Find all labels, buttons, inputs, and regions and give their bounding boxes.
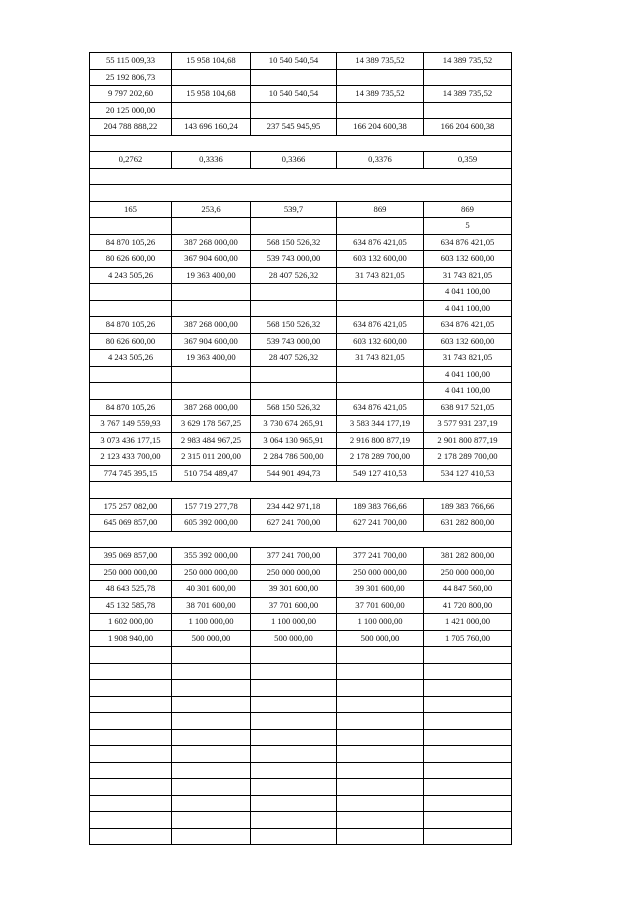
- table-cell: 2 916 800 877,19: [337, 432, 424, 449]
- table-cell: [172, 729, 251, 746]
- table-cell: 627 241 700,00: [251, 515, 337, 532]
- table-cell: [90, 746, 172, 763]
- table-cell: [337, 218, 424, 235]
- separator-cell: [90, 482, 512, 499]
- table-cell: 377 241 700,00: [251, 548, 337, 565]
- table-row: [90, 482, 512, 499]
- table-cell: [424, 779, 512, 796]
- table-cell: [337, 284, 424, 301]
- table-row: [90, 416, 512, 433]
- table-cell: [90, 729, 172, 746]
- table-row: [90, 630, 512, 647]
- table-cell: 166 204 600,38: [424, 119, 512, 136]
- table-row: [90, 119, 512, 136]
- table-cell: [337, 102, 424, 119]
- table-cell: [251, 366, 337, 383]
- table-cell: 2 284 786 500,00: [251, 449, 337, 466]
- table-row: [90, 366, 512, 383]
- table-cell: [251, 779, 337, 796]
- table-cell: 2 983 484 967,25: [172, 432, 251, 449]
- table-cell: 869: [424, 201, 512, 218]
- table-cell: [424, 828, 512, 845]
- table-cell: [172, 647, 251, 664]
- table-cell: [251, 69, 337, 86]
- table-cell: [172, 366, 251, 383]
- table-cell: 44 847 560,00: [424, 581, 512, 598]
- table-row: [90, 102, 512, 119]
- table-cell: [424, 795, 512, 812]
- table-cell: [424, 713, 512, 730]
- table-row: [90, 812, 512, 829]
- table-cell: 4 041 100,00: [424, 366, 512, 383]
- table-cell: [251, 300, 337, 317]
- table-cell: [337, 746, 424, 763]
- table-cell: [90, 762, 172, 779]
- table-cell: [90, 218, 172, 235]
- table-row: [90, 515, 512, 532]
- table-cell: [90, 696, 172, 713]
- table-row: [90, 383, 512, 400]
- table-cell: [424, 69, 512, 86]
- table-cell: 15 958 104,68: [172, 53, 251, 70]
- table-cell: 14 389 735,52: [424, 53, 512, 70]
- table-cell: [172, 828, 251, 845]
- table-cell: [251, 218, 337, 235]
- table-cell: 250 000 000,00: [337, 564, 424, 581]
- table-cell: 3 629 178 567,25: [172, 416, 251, 433]
- table-cell: 250 000 000,00: [90, 564, 172, 581]
- table-cell: 28 407 526,32: [251, 350, 337, 367]
- table-cell: 510 754 489,47: [172, 465, 251, 482]
- table-cell: [90, 663, 172, 680]
- table-cell: 165: [90, 201, 172, 218]
- table-cell: 4 041 100,00: [424, 300, 512, 317]
- table-cell: 544 901 494,73: [251, 465, 337, 482]
- table-row: [90, 152, 512, 169]
- table-row: [90, 432, 512, 449]
- table-row: [90, 333, 512, 350]
- table-cell: [251, 729, 337, 746]
- table-row: [90, 696, 512, 713]
- table-cell: [251, 102, 337, 119]
- table-cell: 28 407 526,32: [251, 267, 337, 284]
- table-cell: 31 743 821,05: [337, 350, 424, 367]
- table-cell: [90, 828, 172, 845]
- table-cell: 1 100 000,00: [172, 614, 251, 631]
- table-cell: [251, 680, 337, 697]
- table-row: [90, 201, 512, 218]
- table-cell: 3 064 130 965,91: [251, 432, 337, 449]
- table-cell: 4 041 100,00: [424, 284, 512, 301]
- table-row: [90, 713, 512, 730]
- table-row: [90, 399, 512, 416]
- table-cell: 234 442 971,18: [251, 498, 337, 515]
- table-cell: 3 577 931 237,19: [424, 416, 512, 433]
- table-cell: [90, 812, 172, 829]
- table-cell: 3 583 344 177,19: [337, 416, 424, 433]
- table-cell: 84 870 105,26: [90, 399, 172, 416]
- table-cell: [172, 383, 251, 400]
- table-cell: [172, 696, 251, 713]
- table-cell: 549 127 410,53: [337, 465, 424, 482]
- table-cell: 500 000,00: [337, 630, 424, 647]
- table-cell: [90, 366, 172, 383]
- table-cell: 19 363 400,00: [172, 350, 251, 367]
- table-row: [90, 135, 512, 152]
- table-cell: 3 767 149 559,93: [90, 416, 172, 433]
- table-cell: [337, 663, 424, 680]
- table-cell: 250 000 000,00: [172, 564, 251, 581]
- table-cell: [172, 69, 251, 86]
- table-cell: 634 876 421,05: [337, 399, 424, 416]
- table-cell: [337, 729, 424, 746]
- table-cell: 40 301 600,00: [172, 581, 251, 598]
- table-row: [90, 251, 512, 268]
- table-cell: 387 268 000,00: [172, 234, 251, 251]
- table-row: [90, 663, 512, 680]
- table-cell: [90, 779, 172, 796]
- table-cell: [424, 729, 512, 746]
- table-cell: 80 626 600,00: [90, 251, 172, 268]
- table-cell: [424, 812, 512, 829]
- data-table: [89, 52, 512, 845]
- table-row: [90, 762, 512, 779]
- table-cell: [251, 713, 337, 730]
- table-cell: 14 389 735,52: [337, 86, 424, 103]
- table-cell: 500 000,00: [172, 630, 251, 647]
- table-cell: [337, 828, 424, 845]
- table-cell: [337, 647, 424, 664]
- table-cell: [172, 762, 251, 779]
- table-cell: 84 870 105,26: [90, 234, 172, 251]
- table-cell: [172, 218, 251, 235]
- table-cell: 37 701 600,00: [337, 597, 424, 614]
- table-cell: 10 540 540,54: [251, 86, 337, 103]
- table-cell: 603 132 600,00: [337, 333, 424, 350]
- table-row: [90, 531, 512, 548]
- table-row: [90, 729, 512, 746]
- table-cell: 175 257 082,00: [90, 498, 172, 515]
- table-row: [90, 234, 512, 251]
- table-cell: [251, 647, 337, 664]
- table-cell: 250 000 000,00: [251, 564, 337, 581]
- table-cell: 603 132 600,00: [337, 251, 424, 268]
- table-cell: 2 315 011 200,00: [172, 449, 251, 466]
- table-cell: [90, 680, 172, 697]
- table-cell: 20 125 000,00: [90, 102, 172, 119]
- table-cell: [251, 795, 337, 812]
- table-cell: 189 383 766,66: [424, 498, 512, 515]
- table-cell: 1 908 940,00: [90, 630, 172, 647]
- table-cell: 603 132 600,00: [424, 251, 512, 268]
- table-cell: [251, 383, 337, 400]
- table-cell: 2 178 289 700,00: [337, 449, 424, 466]
- table-cell: 39 301 600,00: [251, 581, 337, 598]
- table-cell: 500 000,00: [251, 630, 337, 647]
- table-cell: 395 069 857,00: [90, 548, 172, 565]
- table-cell: [337, 69, 424, 86]
- table-cell: [424, 680, 512, 697]
- table-row: [90, 614, 512, 631]
- table-cell: 355 392 000,00: [172, 548, 251, 565]
- table-row: [90, 53, 512, 70]
- table-cell: 204 788 888,22: [90, 119, 172, 136]
- table-row: [90, 548, 512, 565]
- table-cell: 14 389 735,52: [337, 53, 424, 70]
- table-cell: 84 870 105,26: [90, 317, 172, 334]
- table-cell: 774 745 395,15: [90, 465, 172, 482]
- table-cell: [90, 795, 172, 812]
- table-cell: 10 540 540,54: [251, 53, 337, 70]
- table-cell: [172, 713, 251, 730]
- table-row: [90, 69, 512, 86]
- table-cell: 387 268 000,00: [172, 317, 251, 334]
- table-cell: 166 204 600,38: [337, 119, 424, 136]
- table-row: [90, 746, 512, 763]
- table-row: [90, 581, 512, 598]
- table-cell: [172, 680, 251, 697]
- table-cell: 2 178 289 700,00: [424, 449, 512, 466]
- table-row: [90, 795, 512, 812]
- table-cell: 4 243 505,26: [90, 267, 172, 284]
- table-cell: 0,359: [424, 152, 512, 169]
- table-cell: [90, 647, 172, 664]
- table-cell: 568 150 526,32: [251, 234, 337, 251]
- table-cell: 0,3336: [172, 152, 251, 169]
- table-cell: [337, 795, 424, 812]
- table-row: [90, 350, 512, 367]
- table-cell: [337, 696, 424, 713]
- table-cell: 631 282 800,00: [424, 515, 512, 532]
- table-cell: [424, 102, 512, 119]
- table-row: [90, 564, 512, 581]
- table-cell: 869: [337, 201, 424, 218]
- table-cell: 80 626 600,00: [90, 333, 172, 350]
- table-cell: 603 132 600,00: [424, 333, 512, 350]
- table-row: [90, 185, 512, 202]
- table-body: [90, 53, 512, 845]
- table-cell: 568 150 526,32: [251, 317, 337, 334]
- separator-cell: [90, 168, 512, 185]
- table-row: [90, 779, 512, 796]
- table-row: [90, 267, 512, 284]
- table-cell: 539,7: [251, 201, 337, 218]
- table-cell: 14 389 735,52: [424, 86, 512, 103]
- table-row: [90, 449, 512, 466]
- table-cell: 143 696 160,24: [172, 119, 251, 136]
- table-cell: 0,2762: [90, 152, 172, 169]
- table-cell: 48 643 525,78: [90, 581, 172, 598]
- table-cell: 41 720 800,00: [424, 597, 512, 614]
- table-cell: [337, 366, 424, 383]
- table-cell: 1 100 000,00: [337, 614, 424, 631]
- table-cell: 605 392 000,00: [172, 515, 251, 532]
- table-cell: [172, 812, 251, 829]
- table-cell: 627 241 700,00: [337, 515, 424, 532]
- table-cell: 31 743 821,05: [337, 267, 424, 284]
- table-cell: [424, 762, 512, 779]
- table-cell: 4 243 505,26: [90, 350, 172, 367]
- table-cell: [90, 300, 172, 317]
- table-cell: 1 705 760,00: [424, 630, 512, 647]
- table-cell: 638 917 521,05: [424, 399, 512, 416]
- table-cell: 55 115 009,33: [90, 53, 172, 70]
- table-cell: 5: [424, 218, 512, 235]
- table-cell: 3 073 436 177,15: [90, 432, 172, 449]
- table-cell: [251, 746, 337, 763]
- table-cell: 0,3376: [337, 152, 424, 169]
- table-cell: 0,3366: [251, 152, 337, 169]
- table-row: [90, 828, 512, 845]
- table-cell: [90, 284, 172, 301]
- table-cell: [337, 762, 424, 779]
- table-cell: 367 904 600,00: [172, 251, 251, 268]
- table-cell: 387 268 000,00: [172, 399, 251, 416]
- table-cell: [251, 696, 337, 713]
- table-cell: [424, 647, 512, 664]
- table-cell: 539 743 000,00: [251, 251, 337, 268]
- table-cell: 367 904 600,00: [172, 333, 251, 350]
- table-row: [90, 218, 512, 235]
- table-cell: 45 132 585,78: [90, 597, 172, 614]
- table-cell: [337, 812, 424, 829]
- table-cell: 237 545 945,95: [251, 119, 337, 136]
- table-cell: [424, 746, 512, 763]
- table-cell: 37 701 600,00: [251, 597, 337, 614]
- table-cell: 189 383 766,66: [337, 498, 424, 515]
- table-cell: 31 743 821,05: [424, 350, 512, 367]
- table-row: [90, 317, 512, 334]
- table-cell: 2 901 800 877,19: [424, 432, 512, 449]
- table-cell: 634 876 421,05: [337, 317, 424, 334]
- table-row: [90, 284, 512, 301]
- table-cell: 377 241 700,00: [337, 548, 424, 565]
- table-cell: 2 123 433 700,00: [90, 449, 172, 466]
- table-cell: 157 719 277,78: [172, 498, 251, 515]
- table-cell: 539 743 000,00: [251, 333, 337, 350]
- table-row: [90, 300, 512, 317]
- separator-cell: [90, 135, 512, 152]
- table-cell: [424, 663, 512, 680]
- table-cell: 9 797 202,60: [90, 86, 172, 103]
- table-cell: 38 701 600,00: [172, 597, 251, 614]
- table-cell: 634 876 421,05: [337, 234, 424, 251]
- table-cell: [337, 300, 424, 317]
- table-row: [90, 647, 512, 664]
- table-row: [90, 168, 512, 185]
- separator-cell: [90, 531, 512, 548]
- table-cell: 253,6: [172, 201, 251, 218]
- table-cell: [337, 680, 424, 697]
- table-cell: 568 150 526,32: [251, 399, 337, 416]
- table-cell: [90, 383, 172, 400]
- table-cell: [172, 663, 251, 680]
- table-cell: 1 602 000,00: [90, 614, 172, 631]
- table-cell: 19 363 400,00: [172, 267, 251, 284]
- table-row: [90, 465, 512, 482]
- table-cell: 25 192 806,73: [90, 69, 172, 86]
- table-row: [90, 680, 512, 697]
- table-cell: [172, 746, 251, 763]
- table-cell: 1 421 000,00: [424, 614, 512, 631]
- table-cell: [172, 300, 251, 317]
- table-cell: 250 000 000,00: [424, 564, 512, 581]
- table-cell: 645 069 857,00: [90, 515, 172, 532]
- table-cell: [424, 696, 512, 713]
- separator-cell: [90, 185, 512, 202]
- table-cell: 1 100 000,00: [251, 614, 337, 631]
- table-cell: [337, 713, 424, 730]
- table-row: [90, 86, 512, 103]
- table-cell: [337, 779, 424, 796]
- table-cell: [251, 812, 337, 829]
- table-cell: [251, 828, 337, 845]
- table-cell: 31 743 821,05: [424, 267, 512, 284]
- table-row: [90, 498, 512, 515]
- table-cell: [337, 383, 424, 400]
- table-cell: 534 127 410,53: [424, 465, 512, 482]
- table-cell: [172, 795, 251, 812]
- table-cell: [251, 762, 337, 779]
- table-cell: 15 958 104,68: [172, 86, 251, 103]
- table-cell: 634 876 421,05: [424, 317, 512, 334]
- table-cell: [172, 284, 251, 301]
- table-cell: [172, 102, 251, 119]
- table-cell: [172, 779, 251, 796]
- table-cell: 3 730 674 265,91: [251, 416, 337, 433]
- table-cell: 39 301 600,00: [337, 581, 424, 598]
- table-row: [90, 597, 512, 614]
- table-cell: [90, 713, 172, 730]
- table-cell: [251, 663, 337, 680]
- table-cell: [251, 284, 337, 301]
- table-cell: 634 876 421,05: [424, 234, 512, 251]
- table-cell: 381 282 800,00: [424, 548, 512, 565]
- table-cell: 4 041 100,00: [424, 383, 512, 400]
